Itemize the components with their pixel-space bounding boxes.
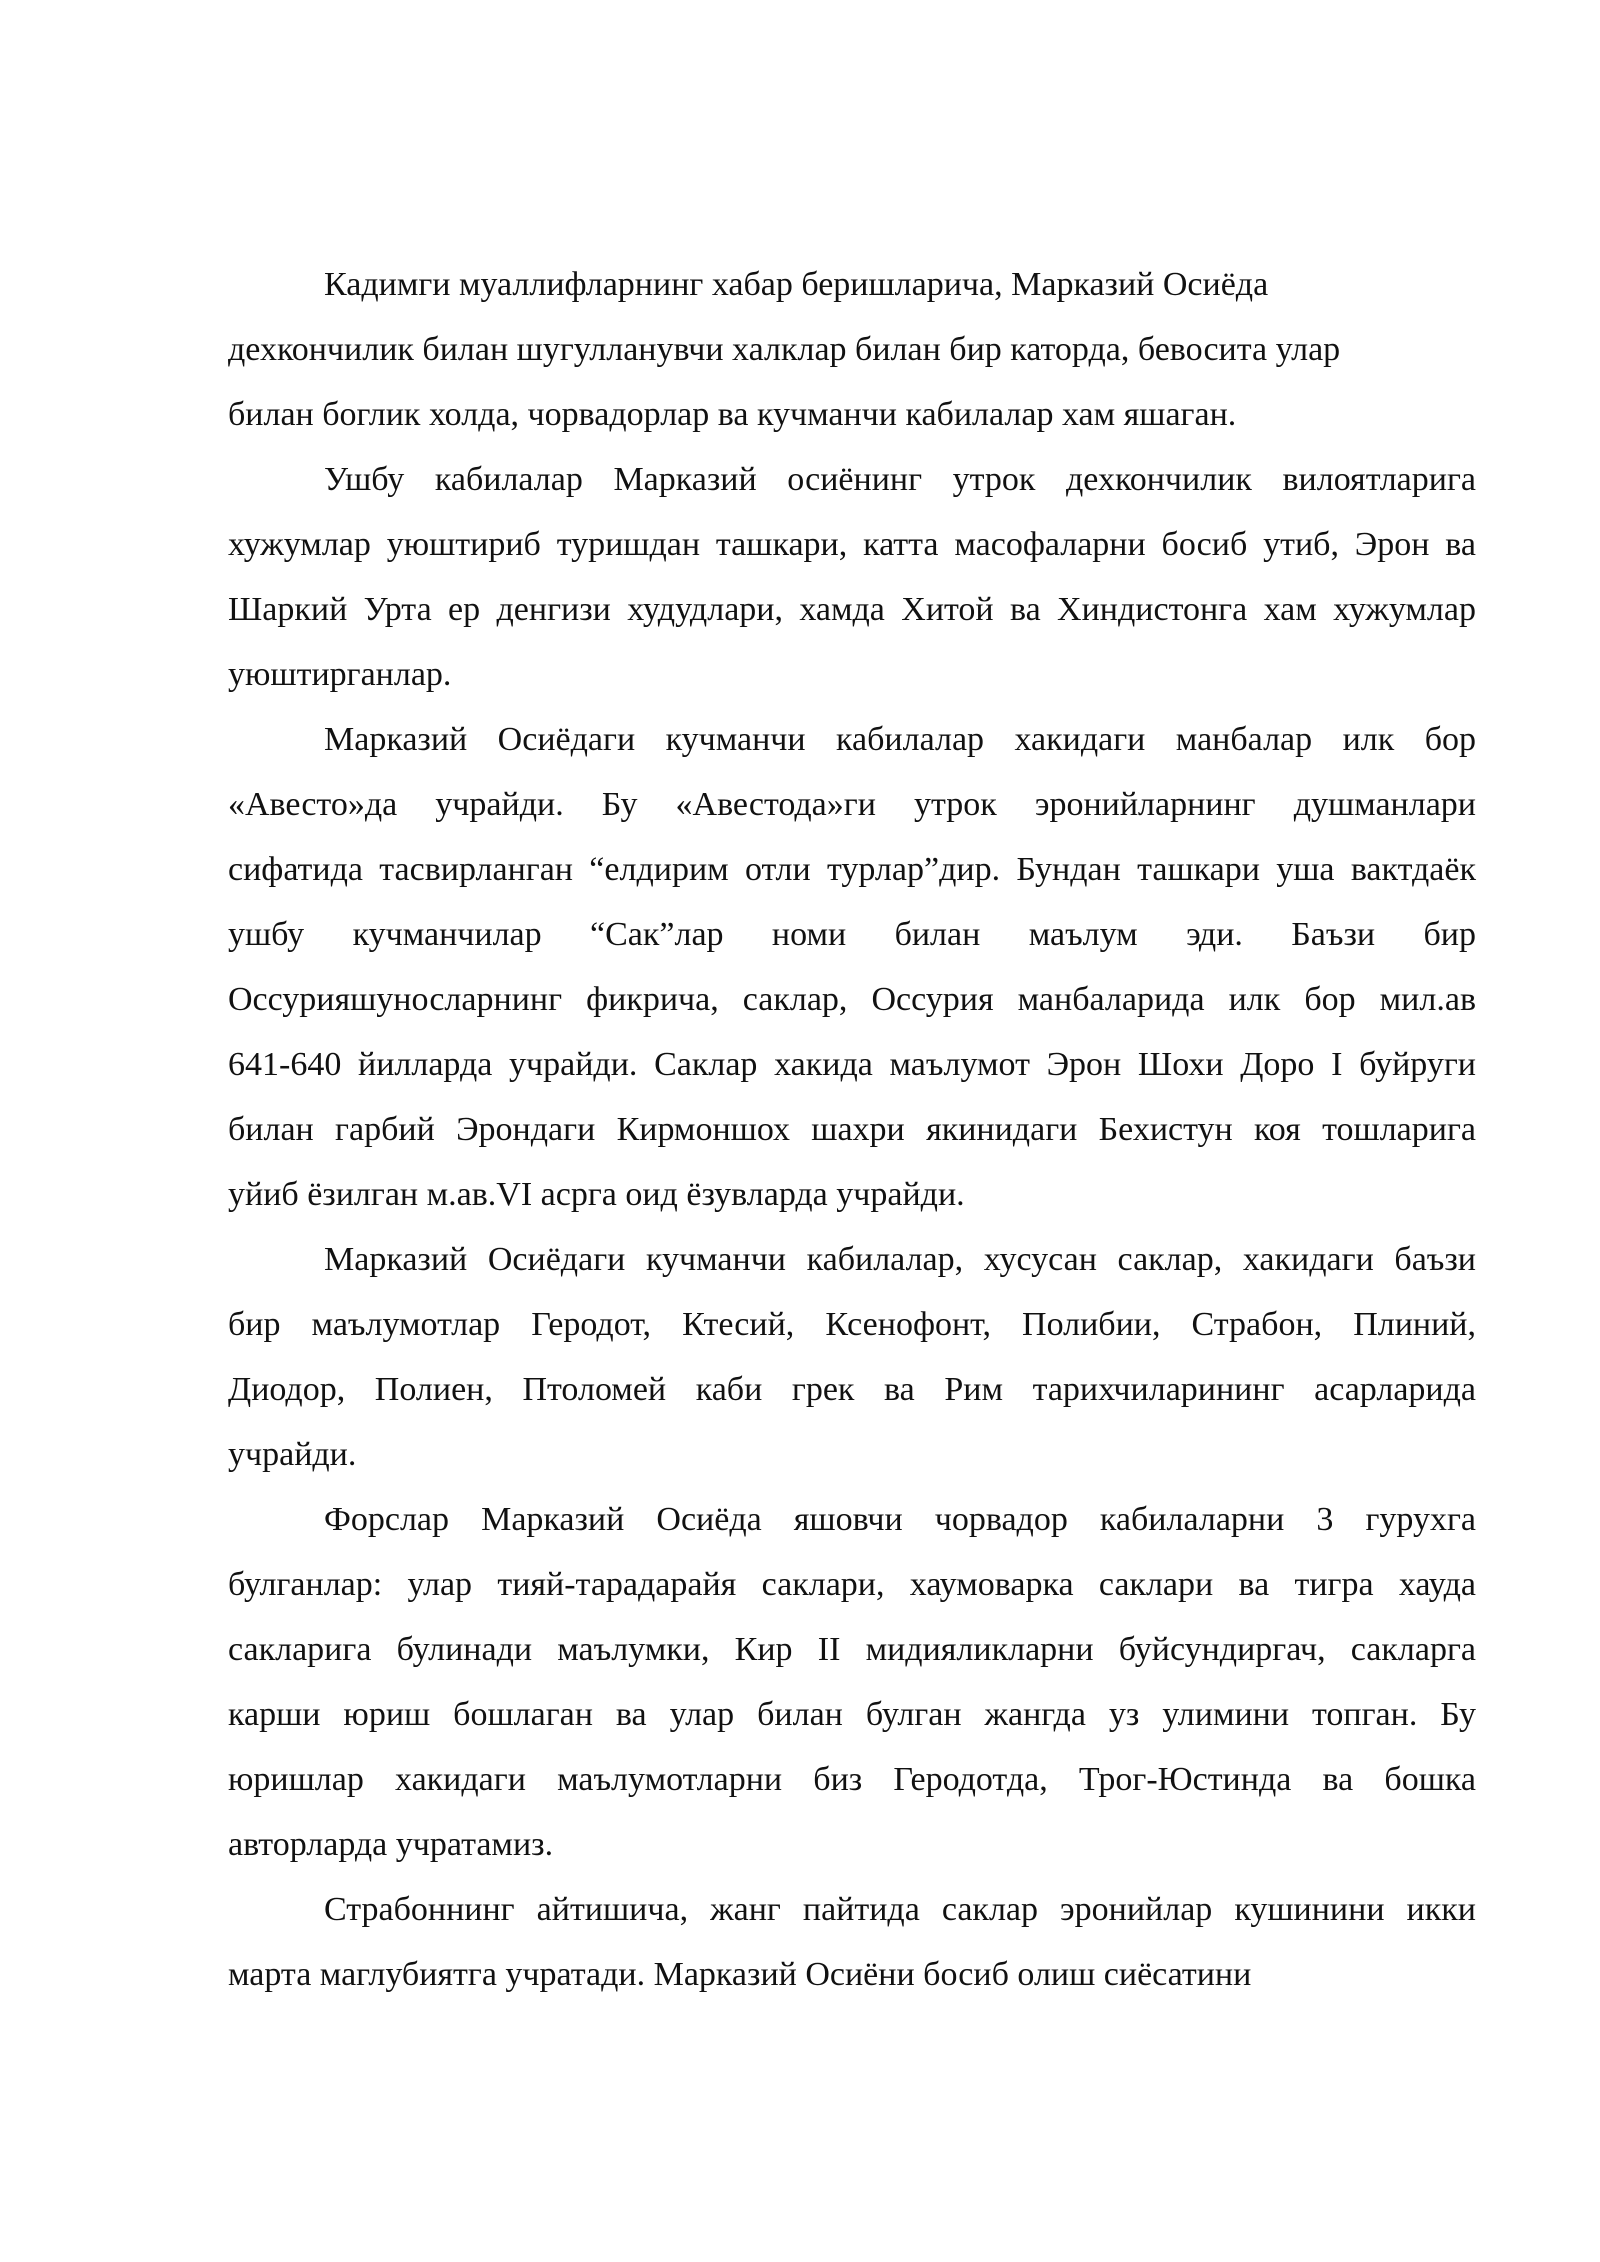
text-line: билан боглик холда, чорвадорлар ва кучманчи кабилалар хам яшаган. bbox=[228, 396, 1237, 433]
text-line: карши юриш бошлаган ва улар билан булган жангда уз улимини топган. Бу bbox=[228, 1696, 1476, 1733]
text-line: марта маглубиятга учратади. Марказий Осиёни босиб олиш сиёсатини bbox=[228, 1956, 1252, 1993]
text-line: Марказий Осиёдаги кучманчи кабилалар, хусусан саклар, хакидаги баъзи bbox=[324, 1241, 1476, 1278]
paragraph-5 bbox=[228, 1487, 1476, 1877]
paragraph-2 bbox=[228, 447, 1476, 707]
text-line: уюштирганлар. bbox=[228, 656, 452, 693]
text-line: Форслар Марказий Осиёда яшовчи чорвадор кабилаларни 3 гурухга bbox=[324, 1501, 1476, 1538]
paragraph-4 bbox=[228, 1227, 1476, 1487]
text-line: сифатида тасвирланган “елдирим отли турлар”дир. Бундан ташкари уша вактдаёк bbox=[228, 851, 1476, 888]
text-line: хужумлар уюштириб туришдан ташкари, катта масофаларни босиб утиб, Эрон ва bbox=[228, 526, 1476, 563]
text-line: «Авесто»да учрайди. Бу «Авестода»ги утрок эронийларнинг душманлари bbox=[228, 786, 1476, 823]
paragraph-1 bbox=[228, 252, 1476, 447]
body-text bbox=[228, 252, 1476, 2007]
text-line: Диодор, Полиен, Птоломей каби грек ва Рим тарихчиларининг асарларида bbox=[228, 1371, 1476, 1408]
paragraph-3 bbox=[228, 707, 1476, 1227]
text-line: юришлар хакидаги маълумотларни биз Геродотда, Трог-Юстинда ва бошка bbox=[228, 1761, 1476, 1798]
text-line: булганлар: улар тияй-тарадарайя саклари, хаумоварка саклари ва тигра хауда bbox=[228, 1566, 1476, 1603]
text-line: уйиб ёзилган м.ав.VI асрга оид ёзувларда учрайди. bbox=[228, 1176, 965, 1213]
text-line: сакларига булинади маълумки, Кир II мидияликларни буйсундиргач, сакларга bbox=[228, 1631, 1476, 1668]
text-line: учрайди. bbox=[228, 1436, 357, 1473]
text-line: бир маълумотлар Геродот, Ктесий, Ксенофонт, Полибии, Страбон, Плиний, bbox=[228, 1306, 1476, 1343]
text-line: Страбоннинг айтишича, жанг пайтида саклар эронийлар кушинини икки bbox=[324, 1891, 1476, 1928]
text-line: Оссурияшуносларнинг фикрича, саклар, Оссурия манбаларида илк бор мил.ав bbox=[228, 981, 1476, 1018]
text-line: Марказий Осиёдаги кучманчи кабилалар хакидаги манбалар илк бор bbox=[324, 721, 1476, 758]
text-line: авторларда учратамиз. bbox=[228, 1826, 554, 1863]
text-line: Кадимги муаллифларнинг хабар беришларича, Марказий Осиёда bbox=[324, 266, 1269, 303]
text-line: билан гарбий Эрондаги Кирмоншох шахри якинидаги Бехистун коя тошларига bbox=[228, 1111, 1476, 1148]
text-line: дехкончилик билан шугулланувчи халклар билан бир каторда, бевосита улар bbox=[228, 331, 1341, 368]
paragraph-6 bbox=[228, 1877, 1476, 2007]
text-line: Ушбу кабилалар Марказий осиёнинг утрок дехкончилик вилоятларига bbox=[324, 461, 1476, 498]
text-line: Шаркий Урта ер денгизи худудлари, хамда Хитой ва Хиндистонга хам хужумлар bbox=[228, 591, 1476, 628]
text-line: ушбу кучманчилар “Сак”лар номи билан маълум эди. Баъзи бир bbox=[228, 916, 1476, 953]
text-line: 641-640 йилларда учрайди. Саклар хакида маълумот Эрон Шохи Доро I буйруги bbox=[228, 1046, 1476, 1083]
